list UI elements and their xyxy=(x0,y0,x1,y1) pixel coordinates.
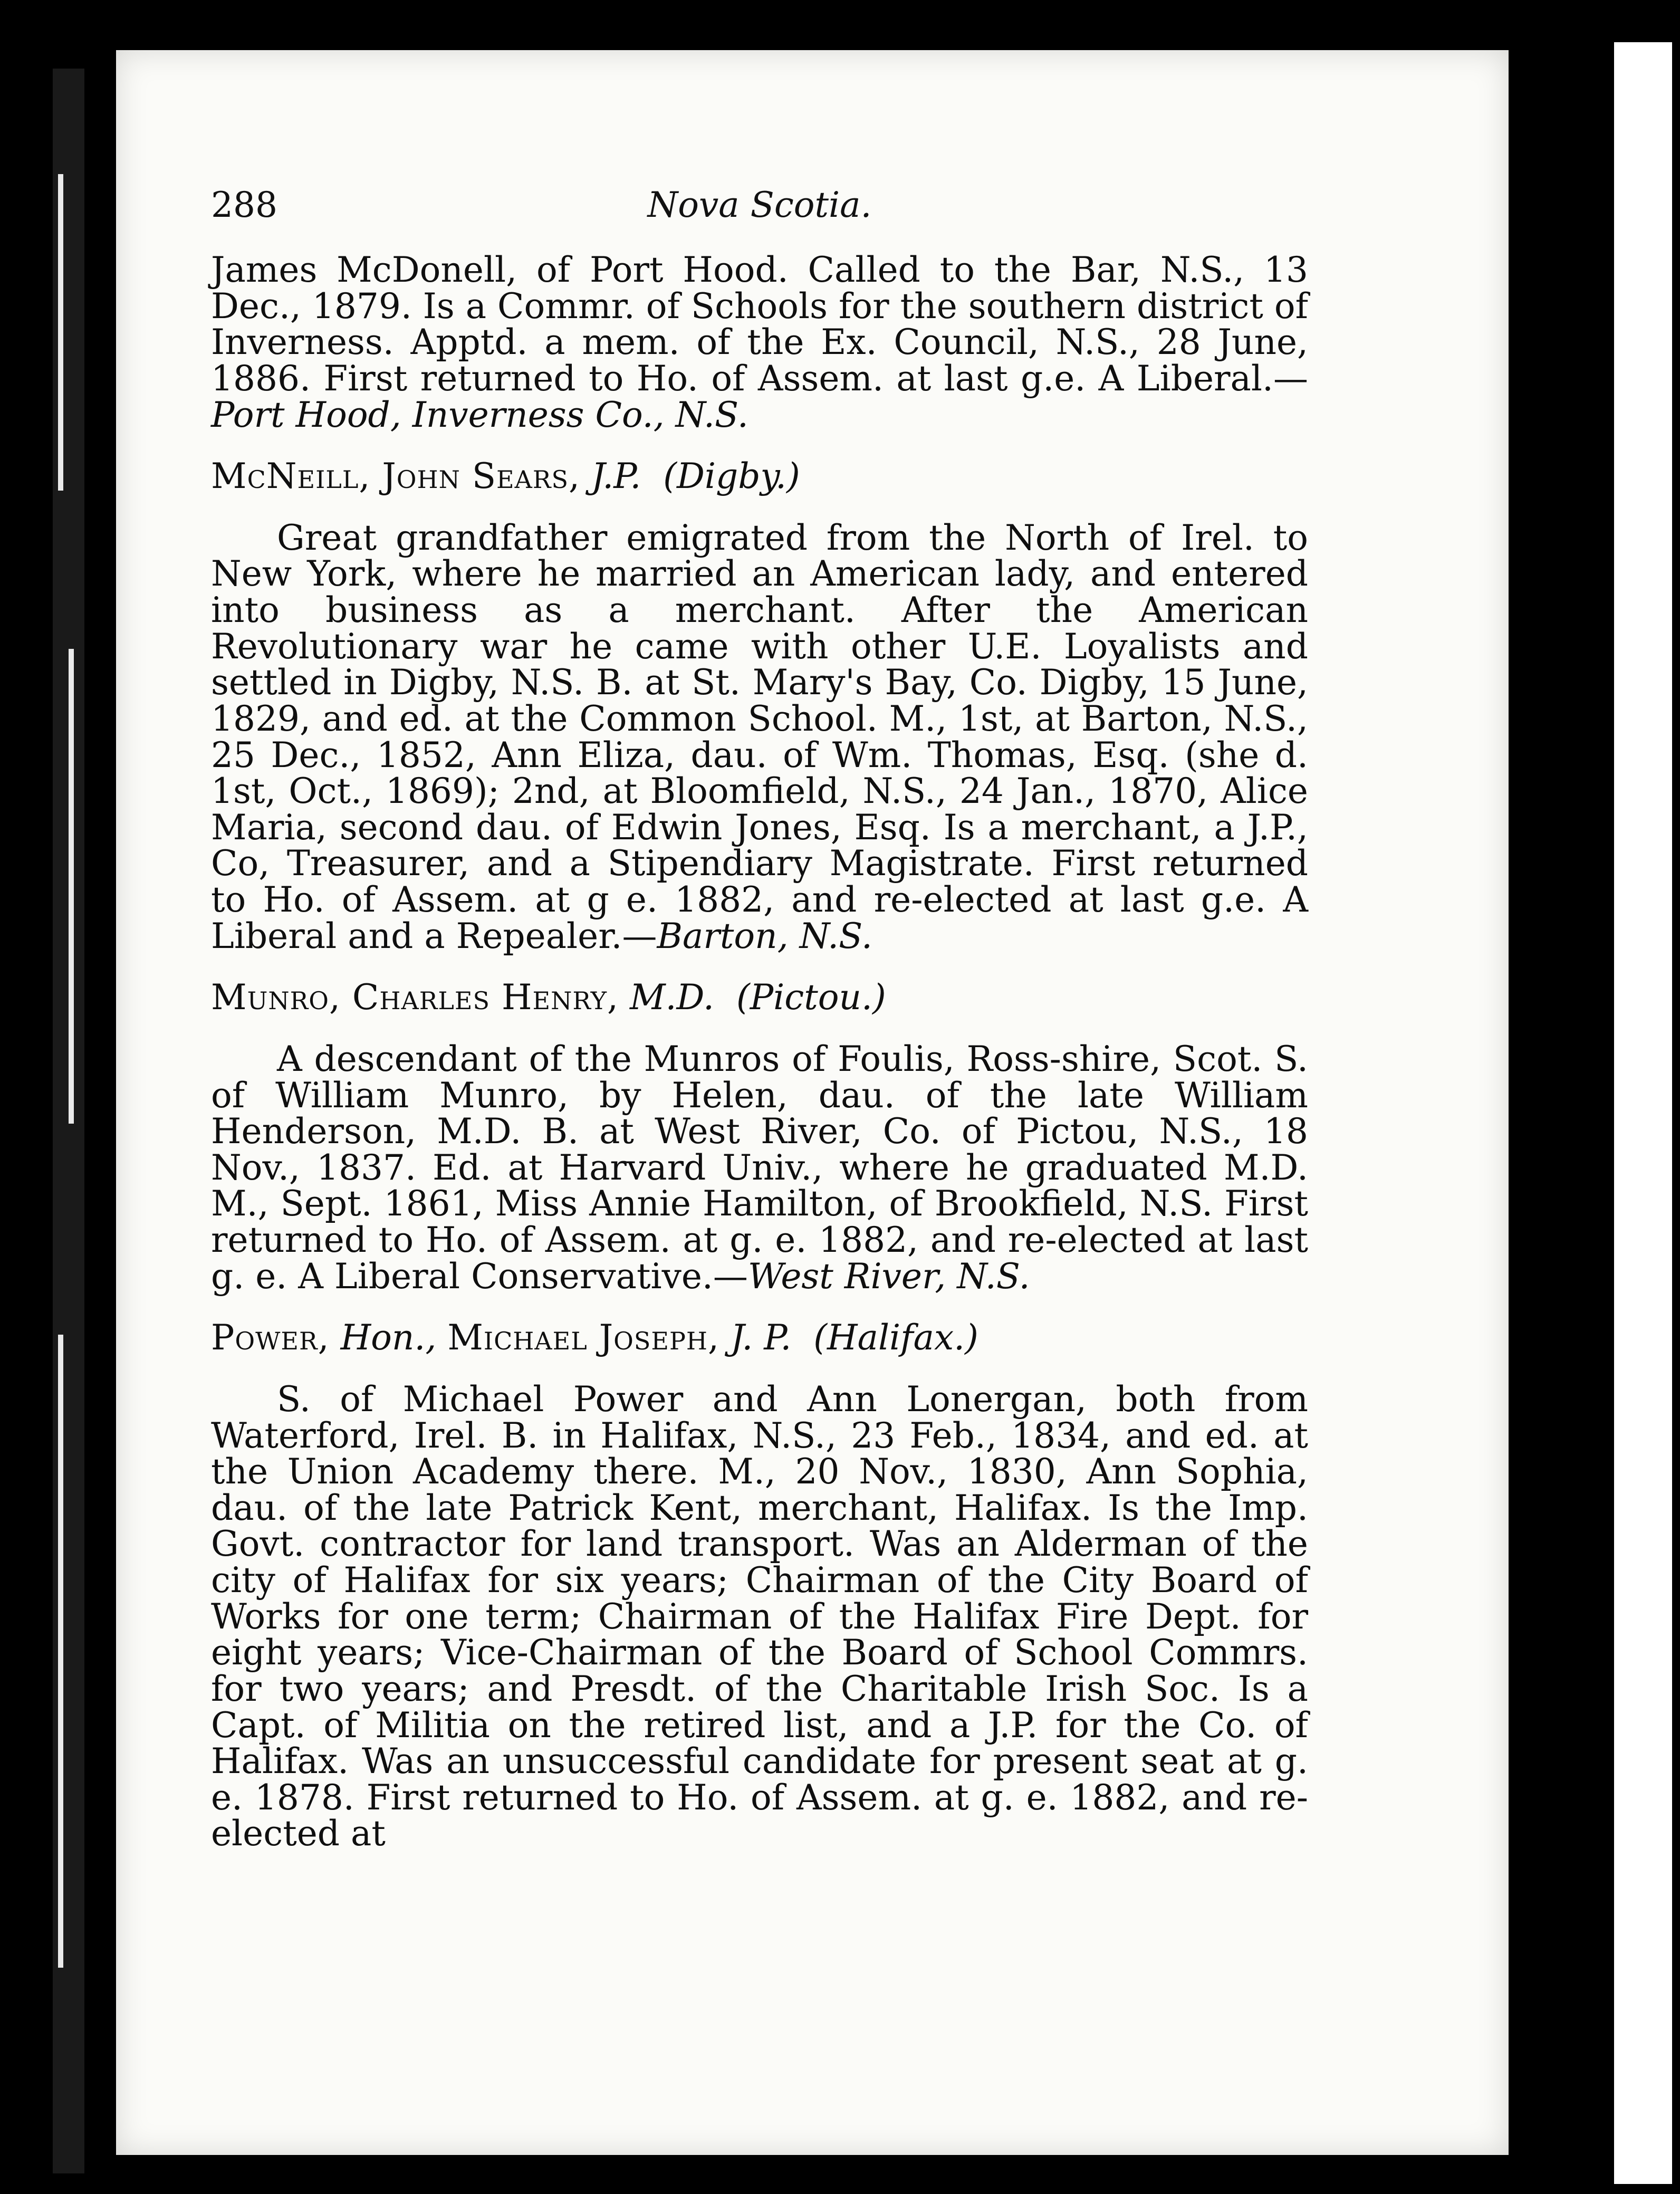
entry-constituency: (Halifax.) xyxy=(813,1317,978,1358)
entry-title: M.D. xyxy=(629,977,715,1018)
entry-name: Power, xyxy=(211,1317,330,1358)
entry-mcneill-text xyxy=(211,517,1308,956)
entry-title: J.P. xyxy=(591,456,641,497)
entry-title: J. P. xyxy=(731,1317,792,1358)
entry-name: Munro, Charles Henry, xyxy=(211,977,619,1018)
entry-address: Barton, N.S. xyxy=(657,915,872,956)
entry-paragraph: James McDonell, of Port Hood. Called to the Bar, N.S., 13 Dec., 1879. Is a Commr. of Schools for the southern district of Inverness. Apptd. a mem. of the Ex. Council, N.S., 28 June, 1886. First returned to Ho. of Assem. at last g.e. A Liberal.— xyxy=(211,250,1308,399)
entry-power-text xyxy=(211,1378,1308,1854)
entry-paragraph: S. of Michael Power and Ann Lonergan, both from Waterford, Irel. B. in Halifax, N.S., 23 Feb., 1834, and ed. at the Union Academy there. M., 20 Nov., 1830, Ann Sophia, dau. of the late Patrick Kent, merchant, Halifax. Is the Imp. Govt. contractor for land transport. Was an Alderman of the city of Halifax for six years; Chairman of the City Board of Works for one term; Chairman of the Halifax Fire Dept. for eight years; Vice-Chairman of the Board of School Commrs. for two years; and Presdt. of the Charitable Irish Soc. Is a Capt. of Militia on the retired list, and a J.P. for the Co. of Halifax. Was an unsuccessful candidate for present seat at g. e. 1878. First returned to Ho. of Assem. at g. e. 1882, and re-elected at xyxy=(211,1378,1308,1854)
entry-heading-munro xyxy=(211,977,1308,1018)
page-number: 288 xyxy=(211,185,277,225)
entry-address: Port Hood, Inverness Co., N.S. xyxy=(211,394,748,435)
page-header xyxy=(211,185,1308,227)
page-body xyxy=(211,252,1308,1852)
entry-paragraph: A descendant of the Munros of Foulis, Ross-shire, Scot. S. of William Munro, by Helen, dau. of the late William Henderson, M.D. B. at West River, Co. of Pictou, N.S., 18 Nov., 1837. Ed. at Harvard Univ., where he graduated M.D. M., Sept. 1861, Miss Annie Hamilton, of Brookfield, N.S. First returned to Ho. of Assem. at g. e. 1882, and re-elected at last g. e. A Liberal Conservative.— xyxy=(211,1038,1308,1297)
entry-munro-text xyxy=(211,1038,1308,1297)
entry-mcdonell-text xyxy=(211,252,1308,433)
entry-paragraph: Great grandfather emigrated from the North of Irel. to New York, where he married an American lady, and entered into business as a merchant. After the American Revolutionary war he came with other U.E. Loyalists and settled in Digby, N.S. B. at St. Mary's Bay, Co. Digby, 15 June, 1829, and ed. at the Common School. M., 1st, at Barton, N.S., 25 Dec., 1852, Ann Eliza, dau. of Wm. Thomas, Esq. (she d. 1st, Oct., 1869); 2nd, at Bloomfield, N.S., 24 Jan., 1870, Alice Maria, second dau. of Edwin Jones, Esq. Is a merchant, a J.P., Co, Treasurer, and a Stipendiary Magistrate. First returned to Ho. of Assem. at g e. 1882, and re-elected at last g.e. A Liberal and a Repealer.— xyxy=(211,517,1308,956)
entry-heading-power xyxy=(211,1317,1308,1358)
entry-constituency: (Pictou.) xyxy=(736,977,886,1018)
entry-heading-mcneill xyxy=(211,458,1308,495)
running-title: Nova Scotia. xyxy=(647,185,872,225)
entry-name-continued: Michael Joseph, xyxy=(447,1317,720,1358)
entry-constituency: (Digby.) xyxy=(663,456,800,497)
entry-address: West River, N.S. xyxy=(747,1256,1030,1297)
scan-right-edge xyxy=(1614,42,1672,2184)
scan-left-edge xyxy=(53,69,84,2173)
entry-honorific: Hon., xyxy=(340,1317,437,1358)
entry-name: McNeill, John Sears, xyxy=(211,456,580,497)
